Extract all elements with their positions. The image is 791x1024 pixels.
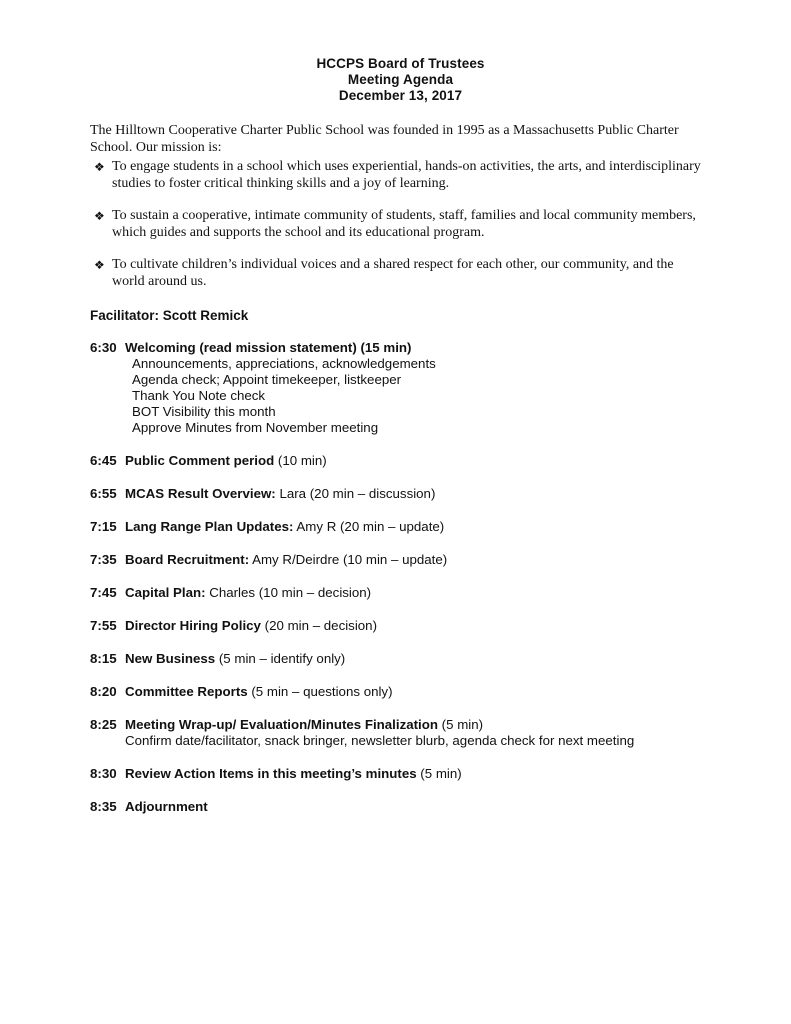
- agenda-time: 8:15: [90, 651, 117, 666]
- agenda-item-title: Welcoming (read mission statement) (15 min): [125, 340, 412, 355]
- agenda-item-title: Director Hiring Policy: [125, 618, 261, 633]
- agenda-time: 7:45: [90, 585, 117, 600]
- agenda-item-title: Adjournment: [125, 799, 208, 814]
- mission-bullet: [90, 159, 711, 192]
- agenda-subline: BOT Visibility this month: [132, 404, 276, 419]
- agenda-time: 8:30: [90, 766, 117, 781]
- agenda-subline: Confirm date/facilitator, snack bringer, newsletter blurb, agenda check for next meeting: [125, 733, 635, 748]
- agenda-item-detail: (5 min): [416, 766, 462, 781]
- mission-bullet-text: To cultivate children’s individual voices and a shared respect for each other, our community, and the world around us.: [112, 257, 674, 289]
- diamond-bullet-icon: ❖: [94, 258, 105, 272]
- agenda-item-detail: (5 min – questions only): [247, 684, 393, 699]
- agenda-item-detail: (20 min – decision): [260, 618, 377, 633]
- agenda-item-title-line: [125, 340, 711, 356]
- agenda-item-title: Board Recruitment:: [125, 552, 250, 567]
- mission-bullet-text: To engage students in a school which uses experiential, hands-on activities, the arts, and interdisciplinary studies to foster critical thinking skills and a joy of learning.: [112, 159, 701, 191]
- agenda-item-title: MCAS Result Overview:: [125, 486, 276, 501]
- agenda-item-capital-plan: [90, 585, 711, 601]
- agenda-time: 6:30: [90, 340, 117, 355]
- agenda-item-long-range-plan: [90, 519, 711, 535]
- agenda-item-board-recruitment: [90, 552, 711, 568]
- agenda-subline: Thank You Note check: [132, 388, 266, 403]
- agenda-item-title: Meeting Wrap-up/ Evaluation/Minutes Finalization: [125, 717, 438, 732]
- agenda-item-mcas-overview: [90, 486, 711, 502]
- agenda-item-review-action-items: [90, 766, 711, 782]
- agenda-item-detail: Charles (10 min – decision): [205, 585, 372, 600]
- agenda-item-detail: (5 min – identify only): [215, 651, 346, 666]
- agenda-time: 8:35: [90, 799, 117, 814]
- agenda-item-title: New Business: [125, 651, 216, 666]
- agenda-time: 6:45: [90, 453, 117, 468]
- agenda-item-detail: Amy R/Deirdre (10 min – update): [249, 552, 448, 567]
- document-date: December 13, 2017: [338, 88, 463, 103]
- agenda-item-title: Committee Reports: [125, 684, 248, 699]
- agenda-time: 7:55: [90, 618, 117, 633]
- agenda-subline: Agenda check; Appoint timekeeper, listkeeper: [132, 372, 402, 387]
- agenda-subline: Announcements, appreciations, acknowledgements: [132, 356, 436, 371]
- document-title: HCCPS Board of Trustees: [316, 56, 485, 71]
- mission-bullet: [90, 257, 711, 290]
- agenda-item-adjournment: [90, 799, 711, 815]
- agenda-item-new-business: [90, 651, 711, 667]
- agenda-item-committee-reports: [90, 684, 711, 700]
- agenda-item-welcoming: [90, 340, 711, 436]
- document-subtitle: Meeting Agenda: [347, 72, 454, 87]
- agenda-time: 6:55: [90, 486, 117, 501]
- agenda-time: 7:35: [90, 552, 117, 567]
- agenda-item-title: Lang Range Plan Updates:: [125, 519, 294, 534]
- agenda-time: 7:15: [90, 519, 117, 534]
- agenda-item-detail: (5 min): [437, 717, 484, 732]
- agenda-subline: Approve Minutes from November meeting: [132, 420, 379, 435]
- agenda-item-detail: Lara (20 min – discussion): [275, 486, 436, 501]
- agenda-time: 8:20: [90, 684, 117, 699]
- agenda-item-title: Review Action Items in this meeting’s minutes: [125, 766, 417, 781]
- agenda-time: 8:25: [90, 717, 117, 732]
- agenda-item-detail: Amy R (20 min – update): [293, 519, 445, 534]
- agenda-item-meeting-wrap-up: [90, 717, 711, 749]
- mission-bullet: [90, 208, 711, 241]
- mission-bullet-list: [90, 159, 711, 290]
- agenda-item-public-comment: [90, 453, 711, 469]
- document-header: [90, 56, 711, 104]
- diamond-bullet-icon: ❖: [94, 209, 105, 223]
- mission-bullet-text: To sustain a cooperative, intimate community of students, staff, families and local community members, which guides and supports the school and its educational program.: [112, 208, 696, 240]
- agenda-item-detail: (10 min): [274, 453, 327, 468]
- agenda-item-director-hiring-policy: [90, 618, 711, 634]
- diamond-bullet-icon: ❖: [94, 160, 105, 174]
- agenda-item-title: Public Comment period: [125, 453, 275, 468]
- agenda-item-title-line: [125, 717, 711, 733]
- facilitator-line: Facilitator: Scott Remick: [90, 308, 249, 323]
- intro-paragraph: The Hilltown Cooperative Charter Public School was founded in 1995 as a Massachusetts Public Charter School. Our mission is:: [90, 123, 679, 155]
- agenda-list: [90, 340, 711, 815]
- agenda-item-title: Capital Plan:: [125, 585, 206, 600]
